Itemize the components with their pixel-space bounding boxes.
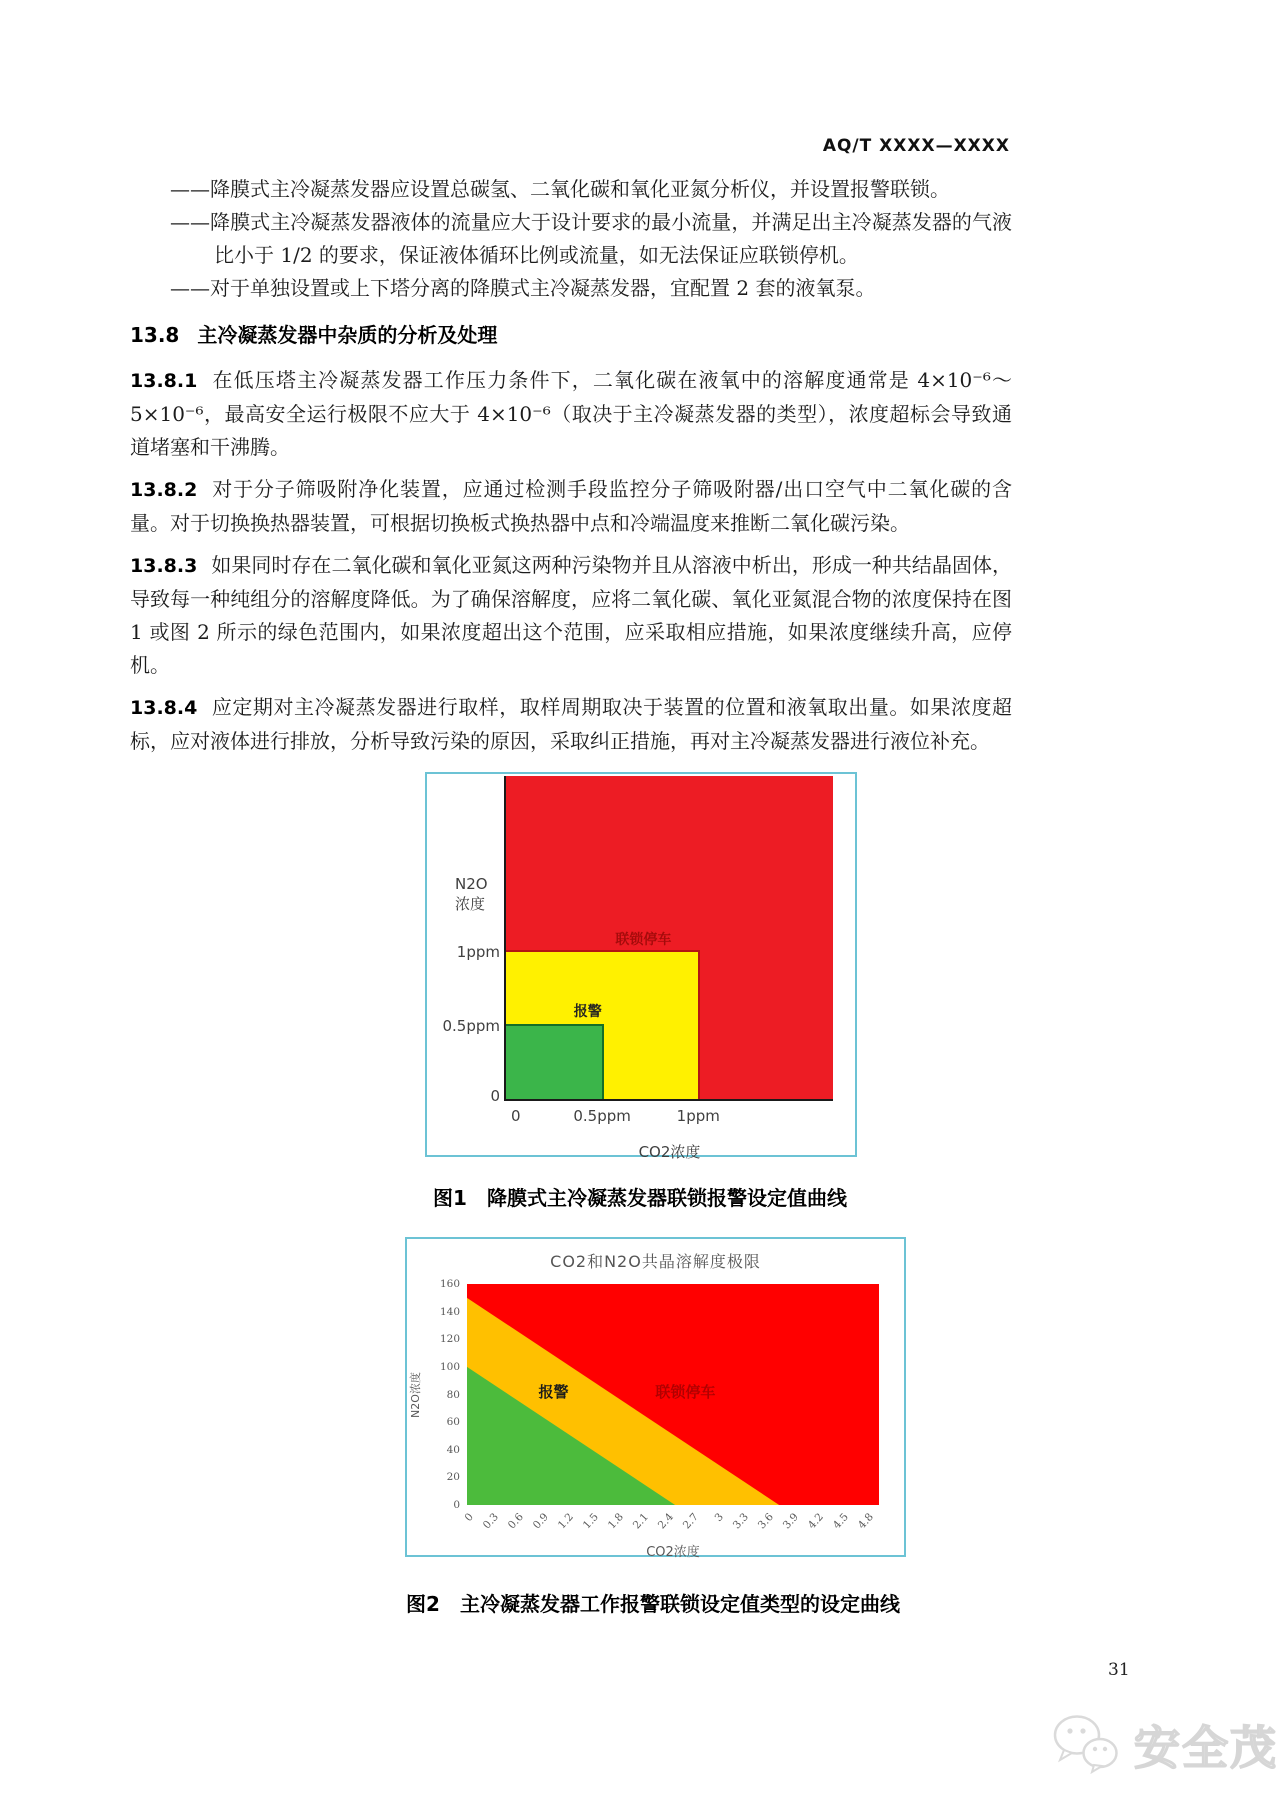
figure1-trip-label: 联锁停车 — [615, 931, 672, 948]
figure2-alarm-label: 报警 — [538, 1383, 569, 1402]
x-tick: 1ppm — [676, 1107, 720, 1125]
y-tick: 80 — [446, 1388, 460, 1401]
y-tick: 1ppm — [456, 943, 500, 962]
watermark — [1050, 1712, 1278, 1778]
figure2-y-axis-label: N2O浓度 — [409, 1371, 422, 1418]
y-tick: 40 — [446, 1443, 460, 1456]
figure2-x-axis-label: CO2浓度 — [646, 1545, 700, 1560]
wechat-bubbles-icon — [1050, 1712, 1124, 1778]
figure-1 — [425, 772, 857, 1161]
x-tick: 2.4 — [655, 1511, 676, 1532]
bullet-item: ——降膜式主冷凝蒸发器应设置总碳氢、二氧化碳和氧化亚氮分析仪，并设置报警联锁。 — [170, 177, 950, 201]
clause-number: 13.8.2 — [130, 479, 198, 501]
section-number: 13.8 — [130, 323, 180, 347]
doc-number-header: AQ/T XXXX—XXXX — [822, 136, 1010, 156]
clause-number: 13.8.3 — [130, 555, 198, 577]
x-tick: 3.3 — [730, 1511, 751, 1532]
y-tick: 60 — [446, 1416, 460, 1429]
clause-text: 应定期对主冷凝蒸发器进行取样，取样周期取决于装置的位置和液氧取出量。如果浓度超标，应对液体进行排放，分析导致污染的原因，采取纠正措施，再对主冷凝蒸发器进行液位补充。 — [130, 695, 1012, 753]
x-tick: 3.6 — [755, 1511, 776, 1532]
y-tick: 100 — [439, 1360, 460, 1373]
clause-13-8-3 — [130, 549, 1012, 682]
figure2-x-axis-ticks — [462, 1509, 879, 1539]
section-heading — [130, 319, 1012, 352]
figure1-alarm-label: 报警 — [573, 1004, 602, 1021]
x-tick: 0 — [462, 1511, 476, 1524]
x-tick: 0.5ppm — [573, 1107, 631, 1125]
x-tick: 0.3 — [480, 1511, 501, 1532]
figure1-x-axis-label: CO2浓度 — [638, 1143, 701, 1161]
clause-text: 如果同时存在二氧化碳和氧化亚氮这两种污染物并且从溶液中析出，形成一种共结晶固体，导致每一种纯组分的溶解度降低。为了确保溶解度，应将二氧化碳、氧化亚氮混合物的浓度保持在图 1 或图 2 所示的绿色范围内，如果浓度超出这个范围，应采取相应措施，如果浓度继续升高，应停机。 — [130, 553, 1012, 677]
figure2-title: CO2和N2O共晶溶解度极限 — [550, 1252, 761, 1271]
y-tick: 160 — [439, 1278, 460, 1290]
x-tick: 0 — [511, 1107, 521, 1125]
y-tick: 0 — [453, 1499, 460, 1511]
page-number: 31 — [1108, 1660, 1130, 1680]
y-tick: 0 — [490, 1086, 500, 1105]
x-tick: 1.5 — [580, 1511, 601, 1532]
figure-2 — [405, 1237, 906, 1560]
x-tick: 1.8 — [605, 1511, 626, 1532]
clause-number: 13.8.4 — [130, 697, 198, 719]
watermark-text: 安全茂 — [1134, 1721, 1278, 1775]
figure2-y-axis-ticks — [432, 1278, 460, 1511]
clause-13-8-1 — [130, 364, 1012, 464]
clause-text: 在低压塔主冷凝蒸发器工作压力条件下，二氧化碳在液氧中的溶解度通常是 4×10⁻⁶～5×10⁻⁶，最高安全运行极限不应大于 4×10⁻⁶（取决于主冷凝蒸发器的类型），浓度超标会导致通道堵塞和干沸腾。 — [130, 368, 1012, 459]
bullet-item: ——对于单独设置或上下塔分离的降膜式主冷凝蒸发器，宜配置 2 套的液氧泵。 — [170, 276, 876, 300]
clause-13-8-2 — [130, 473, 1012, 540]
figure1-y-axis-label: N2O 浓度 — [455, 875, 488, 913]
figure1-caption: 图1 降膜式主冷凝蒸发器联锁报警设定值曲线 — [433, 1186, 847, 1210]
figure2-trip-label: 联锁停车 — [655, 1383, 716, 1402]
y-tick: 20 — [446, 1471, 460, 1484]
x-tick: 0.9 — [530, 1511, 551, 1532]
clause-number: 13.8.1 — [130, 370, 198, 392]
x-tick: 3 — [712, 1511, 726, 1524]
x-tick: 0.6 — [505, 1511, 526, 1532]
figure2-plot — [409, 1278, 879, 1560]
x-tick: 4.5 — [830, 1511, 851, 1532]
bullet-item: ——降膜式主冷凝蒸发器液体的流量应大于设计要求的最小流量，并满足出主冷凝蒸发器的气液比小于 1/2 的要求，保证液体循环比例或流量，如无法保证应联锁停机。 — [170, 210, 1012, 267]
figure1-green-region — [506, 1024, 604, 1099]
figure2-caption: 图2 主冷凝蒸发器工作报警联锁设定值类型的设定曲线 — [406, 1592, 900, 1616]
y-tick: 140 — [439, 1305, 460, 1318]
clause-13-8-4 — [130, 691, 1012, 758]
clause-text: 对于分子筛吸附净化装置，应通过检测手段监控分子筛吸附器/出口空气中二氧化碳的含量。对于切换换热器装置，可根据切换板式换热器中点和冷端温度来推断二氧化碳污染。 — [130, 477, 1012, 535]
x-tick: 2.1 — [630, 1511, 651, 1532]
y-tick: 120 — [439, 1333, 460, 1346]
x-tick: 1.2 — [555, 1511, 576, 1532]
section-title: 主冷凝蒸发器中杂质的分析及处理 — [197, 323, 498, 347]
y-tick: 0.5ppm — [442, 1016, 500, 1035]
x-tick: 4.8 — [855, 1511, 876, 1532]
x-tick: 2.7 — [680, 1511, 701, 1532]
x-tick: 3.9 — [780, 1511, 801, 1532]
x-tick: 4.2 — [805, 1511, 826, 1532]
body-text — [130, 173, 1012, 767]
